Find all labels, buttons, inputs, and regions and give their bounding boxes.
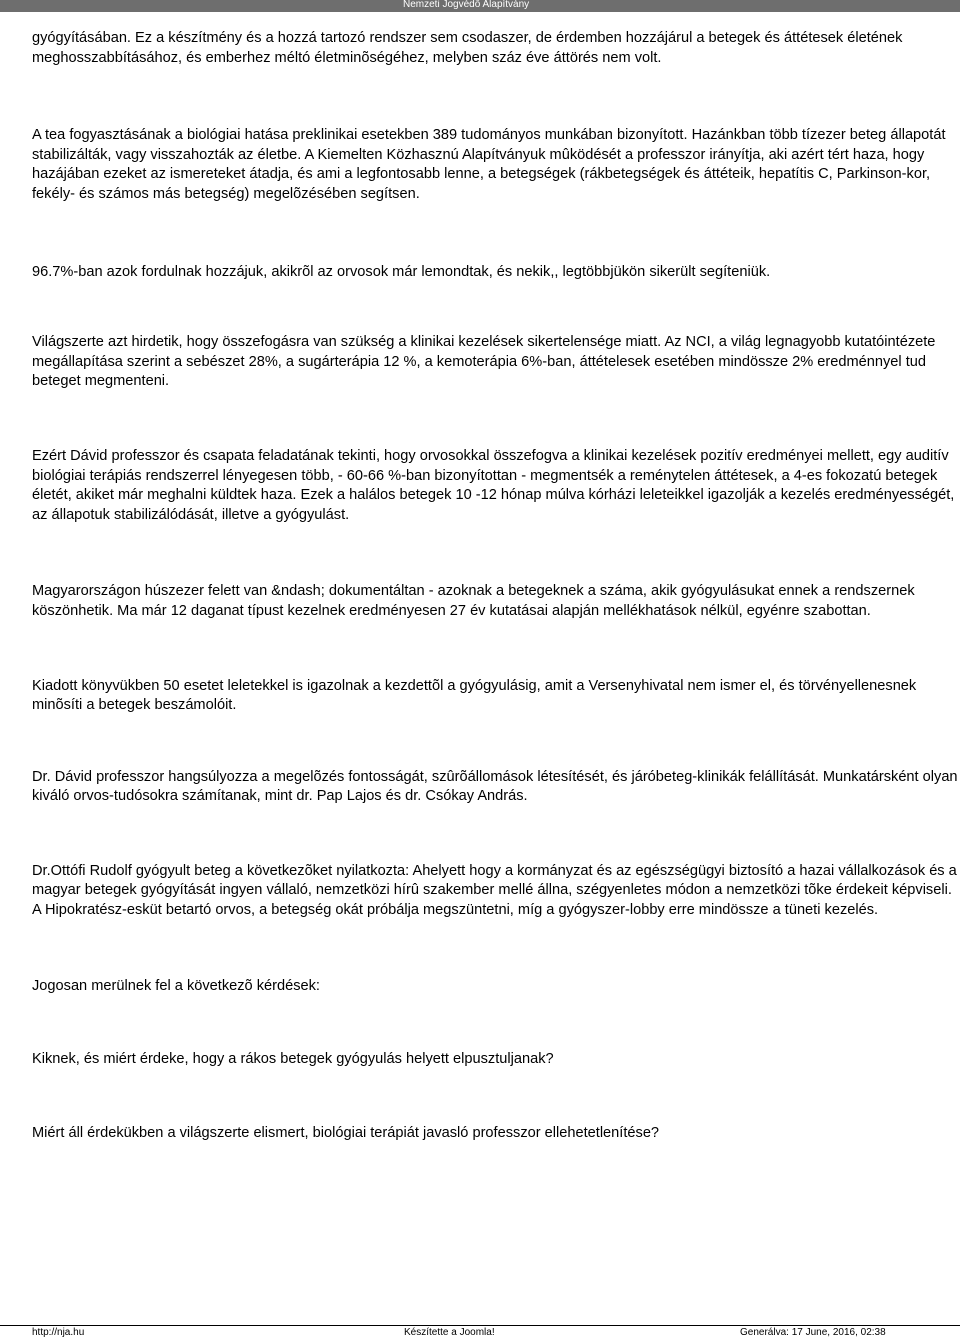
paragraph: Magyarországon húszezer felett van &ndash; dokumentáltan - azoknak a betegeknek a száma, akik gyógyulásukat ennek a rendszernek köszönhetik. Ma már 12 daganat típust kezelnek eredményesen 27 év kutatásai alapján mellékhatások nélkül, egyénre szabottan. [32,583,915,619]
paragraph: Miért áll érdekükben a világszerte elismert, biológiai terápiát javasló professzor ellehetetlenítése? [32,1124,660,1141]
paragraph: Dr. Dávid professzor hangsúlyozza a megelõzés fontosságát, szûrõállomások létesítését, és járóbeteg-klinikák felállítását. Munkatársként olyan kiváló orvos-tudósokra számítanak, mint dr. Pap Lajos és dr. Csókay András. [32,768,958,805]
paragraph: 96.7%-ban azok fordulnak hozzájuk, akikrõl az orvosok már lemondtak, és nekik,, legtöbbjükön sikerült segíteniük. [32,263,771,280]
paragraph: Ezért Dávid professzor és csapata feladatának tekinti, hogy orvosokkal összefogva a klinikai kezelések pozitív eredményei mellett, egy auditív biológiai terápiás rendszerrel lényegesen több, - 60-66 %-ban bizonyítottan - megmentsék a reménytelen áttétesek, a 4-es fokozatú betegek életét, akiket már meghalni küldtek haza. Ezek a halálos betegek 10 -12 hónap múlva kórházi leleteikkel igazolják a kezelés eredményességét, az állapotuk stabilizálódását, illetve a gyógyulást. [32,447,955,523]
footer-url-link[interactable]: http://nja.hu [32,1327,85,1338]
header-title: Nemzeti Jogvédõ Alapítvány [403,0,530,10]
paragraph: Jogosan merülnek fel a következõ kérdések: [32,977,320,994]
article-body [32,29,960,1143]
paragraph: Kiknek, és miért érdeke, hogy a rákos betegek gyógyulás helyett elpusztuljanak? [32,1051,554,1068]
paragraph: Kiadott könyvükben 50 esetet leletekkel is igazolnak a kezdettõl a gyógyulásig, amit a Versenyhivatal nem ismer el, és törvényellenesnek minõsíti a betegek beszámolóit. [32,677,917,714]
paragraph: Dr.Ottófi Rudolf gyógyult beteg a következõket nyilatkozta: Ahelyett hogy a kormányzat és az egészségügyi biztosító a hazai vállalkozások és a magyar betegek gyógyítását ingyen vállaló, nemzetközi hírû szakember mellé állna, szégyenletes módon a nemzetközi tõke érdekeit képviseli. A Hipokratész-esküt betartó orvos, a betegség okát próbálja megszüntetni, míg a gyógyszer-lobby erre mindössze a tüneti kezelés. [32,862,957,919]
footer-made-by: Készítette a Joomla! [404,1327,495,1338]
page-footer [0,1325,960,1339]
paragraph: A tea fogyasztásának a biológiai hatása preklinikai esetekben 389 tudományos munkában bizonyított. Hazánkban több tízezer beteg állapotát stabilizálták, vagy visszahozták az életbe. A Kiemelten Közhasznú Alapítványuk mûködését a professzor irányítja, aki azért tért haza, hogy hazájában ezeket az ismereteket átadja, és ami a legfontosabb lenne, a betegségek (rákbetegségek és áttéteik, hepatítis C, Parkinson-kor, fekély- és számos más betegség) megelõzésében segítsen. [32,127,946,202]
footer-generated-date: Generálva: 17 June, 2016, 02:38 [740,1327,886,1338]
paragraph: gyógyításában. Ez a készítmény és a hozzá tartozó rendszer sem csodaszer, de érdemben hozzájárul a betegek és áttétesek életének meghosszabbításához, és emberhez méltó életminõségéhez, melyben száz éve áttörés nem volt. [32,30,903,66]
paragraph: Világszerte azt hirdetik, hogy összefogásra van szükség a klinikai kezelések sikertelensége miatt. Az NCI, a világ legnagyobb kutatóintézete megállapítása szerint a sebészet 28%, a sugárterápia 12 %, a kemoterápia 6%-ban, áttételesek esetében mindössze 2% eredménnyel tud beteget megmenteni. [32,334,936,390]
page-header [0,0,960,12]
